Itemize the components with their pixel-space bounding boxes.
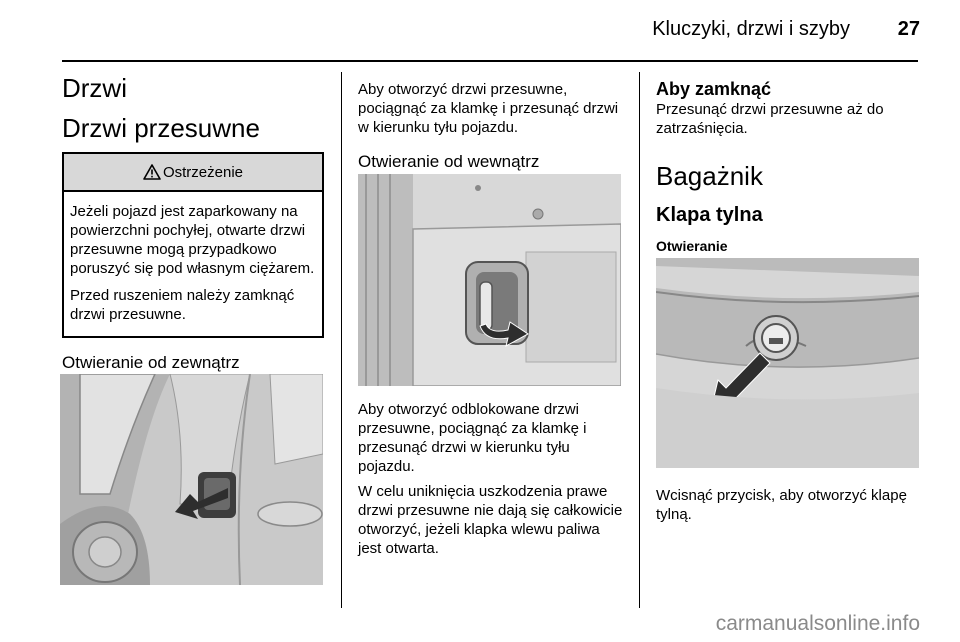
opening-heading: Otwieranie (656, 238, 728, 254)
inside-heading: Otwieranie od wewnątrz (358, 152, 540, 171)
column-middle-body (358, 400, 623, 558)
column-right (656, 78, 921, 256)
column-divider-1 (341, 72, 342, 608)
column-divider-2 (639, 72, 640, 608)
inside-opening-text: Aby otworzyć odblokowane drzwi przesuwne, pociągnąć za klamkę i przesunąć drzwi w kierunku tyłu pojazdu. (358, 401, 587, 475)
warning-text-2: Przed ruszeniem należy zamknąć drzwi przesuwne. (70, 287, 295, 323)
trunk-heading: Bagażnik (656, 161, 763, 191)
fuel-flap-note: W celu uniknięcia uszkodzenia prawe drzwi przesuwne nie dają się całkowicie otworzyć, jeżeli klapka wlewu paliwa jest otwarta. (358, 483, 623, 557)
header-rule (62, 60, 918, 62)
subsection-heading: Drzwi przesuwne (62, 113, 260, 143)
warning-body (64, 192, 322, 332)
warning-header (64, 154, 322, 192)
tailgate-heading: Klapa tylna (656, 204, 763, 226)
warning-text-1: Jeżeli pojazd jest zaparkowany na powierzchni pochyłej, otwarte drzwi przesuwne mogą przypadkowo poruszyć się pod własnym ciężarem. (70, 203, 315, 277)
page-number: 27 (897, 18, 920, 40)
watermark: carmanualsonline.info (715, 612, 920, 635)
running-header-title: Kluczyki, drzwi i szyby (652, 18, 850, 40)
tailgate-button-illustration (656, 258, 919, 468)
section-heading: Drzwi (62, 73, 127, 103)
warning-title: Ostrzeżenie (162, 163, 244, 181)
tailgate-caption: Wcisnąć przycisk, aby otworzyć klapę tylną. (656, 487, 907, 523)
sliding-door-intro: Aby otworzyć drzwi przesuwne, pociągnąć za klamkę i przesunąć drzwi w kierunku tyłu pojazdu. (358, 81, 619, 136)
outside-heading: Otwieranie od zewnątrz (62, 353, 240, 372)
column-left (62, 72, 324, 374)
caption-block (656, 486, 924, 524)
column-middle (358, 80, 620, 173)
interior-door-handle-illustration (358, 174, 621, 386)
close-heading: Aby zamknąć (656, 79, 772, 99)
warning-box (62, 152, 324, 338)
warning-triangle-icon (143, 164, 161, 180)
exterior-door-handle-illustration (60, 374, 323, 585)
close-text: Przesunąć drzwi przesuwne aż do zatrzaśnięcia. (656, 101, 884, 137)
